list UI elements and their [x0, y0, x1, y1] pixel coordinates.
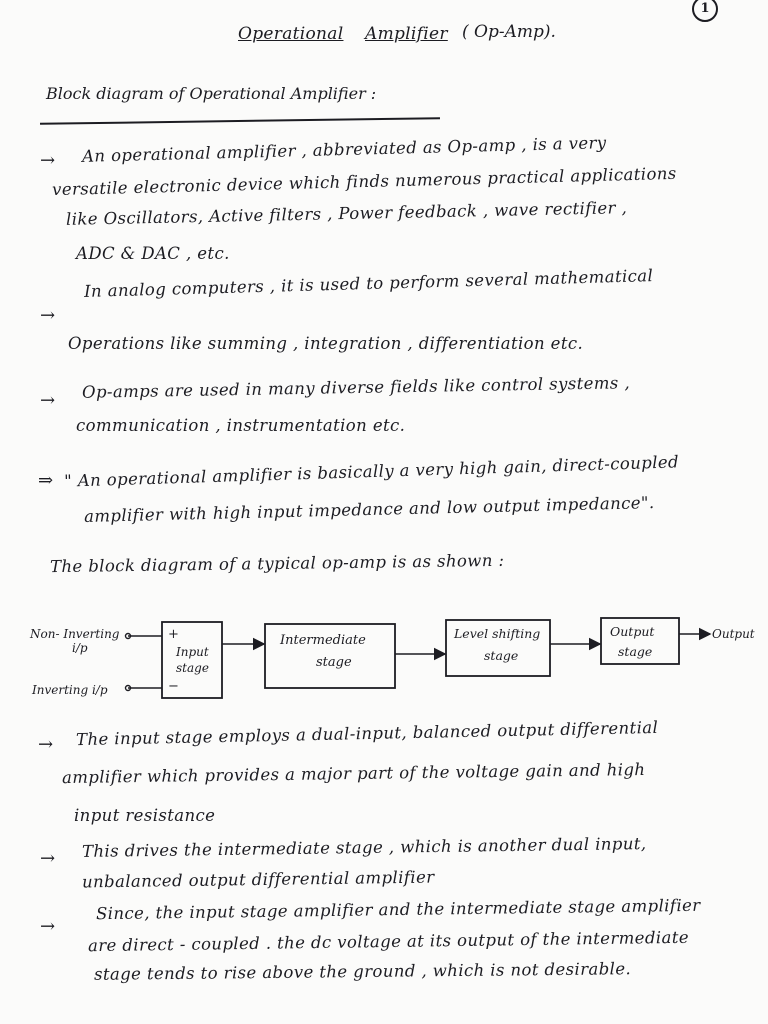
bullet-arrow-2: → [40, 305, 56, 326]
bullet-arrow-7: → [40, 916, 56, 937]
para2-line2: Operations like summing , integration , differentiation etc. [68, 334, 584, 353]
para6-line2: unbalanced output differential amplifier [81, 867, 435, 892]
para7-line1: Since, the input stage amplifier and the intermediate stage amplifier [95, 895, 701, 924]
plus-sign: + [168, 627, 179, 642]
para4-line1: " An operational amplifier is basically a very high gain, direct-coupled [63, 452, 680, 491]
page-number: 1 [692, 0, 718, 22]
inverting-label: Inverting i/p [32, 683, 108, 697]
para7-line2: are direct - coupled . the dc voltage at its output of the intermediate [87, 927, 690, 956]
output-label: Output [712, 627, 755, 641]
section-heading: Block diagram of Operational Amplifier : [46, 84, 377, 103]
bullet-arrow-6: → [40, 848, 56, 869]
level-label-2: stage [484, 648, 519, 663]
para1-line4: ADC & DAC , etc. [76, 244, 230, 263]
para1-line2: versatile electronic device which finds numerous practical applications [51, 163, 677, 200]
para1-line1: An operational amplifier , abbreviated as Op-amp , is a very [81, 133, 607, 166]
double-arrow-4: ⇒ [38, 470, 54, 491]
intermediate-label-1: Intermediate [280, 633, 366, 648]
bullet-arrow-3: → [40, 390, 56, 411]
title-operational: Operational [238, 24, 344, 44]
bullet-arrow-1: → [40, 150, 56, 171]
block-diagram-intro: The block diagram of a typical op-amp is as shown : [49, 550, 505, 577]
heading-underline [40, 117, 440, 125]
level-label-1: Level shifting [454, 626, 541, 641]
opamp-block-diagram [0, 600, 768, 710]
non-inverting-label: Non- Inverting [30, 627, 120, 641]
para5-line3: input resistance [74, 806, 216, 825]
non-inverting-sub: i/p [72, 641, 88, 655]
para7-line3: stage tends to rise above the ground , which is not desirable. [93, 959, 632, 984]
output-stage-label-2: stage [618, 644, 653, 659]
title-abbrev: ( Op-Amp). [462, 22, 556, 42]
input-stage-label-1: Input [176, 645, 209, 659]
para2-line1: In analog computers , it is used to perform several mathematical [83, 266, 654, 301]
para3-line2: communication , instrumentation etc. [76, 416, 406, 435]
title-amplifier: Amplifier [365, 24, 448, 44]
para5-line2: amplifier which provides a major part of the voltage gain and high [61, 759, 646, 788]
para4-line2: amplifier with high input impedance and low output impedance". [83, 493, 655, 526]
input-stage-label-2: stage [176, 661, 209, 675]
para5-line1: The input stage employs a dual-input, balanced output differential [75, 717, 659, 750]
output-stage-label-1: Output [610, 624, 655, 639]
intermediate-label-2: stage [316, 655, 352, 670]
para3-line1: Op-amps are used in many diverse fields like control systems , [81, 373, 631, 402]
para1-line3: like Oscillators, Active filters , Power feedback , wave rectifier , [65, 198, 628, 229]
minus-sign: − [168, 679, 179, 694]
bullet-arrow-5: → [38, 734, 54, 755]
para6-line1: This drives the intermediate stage , which is another dual input, [81, 834, 647, 861]
